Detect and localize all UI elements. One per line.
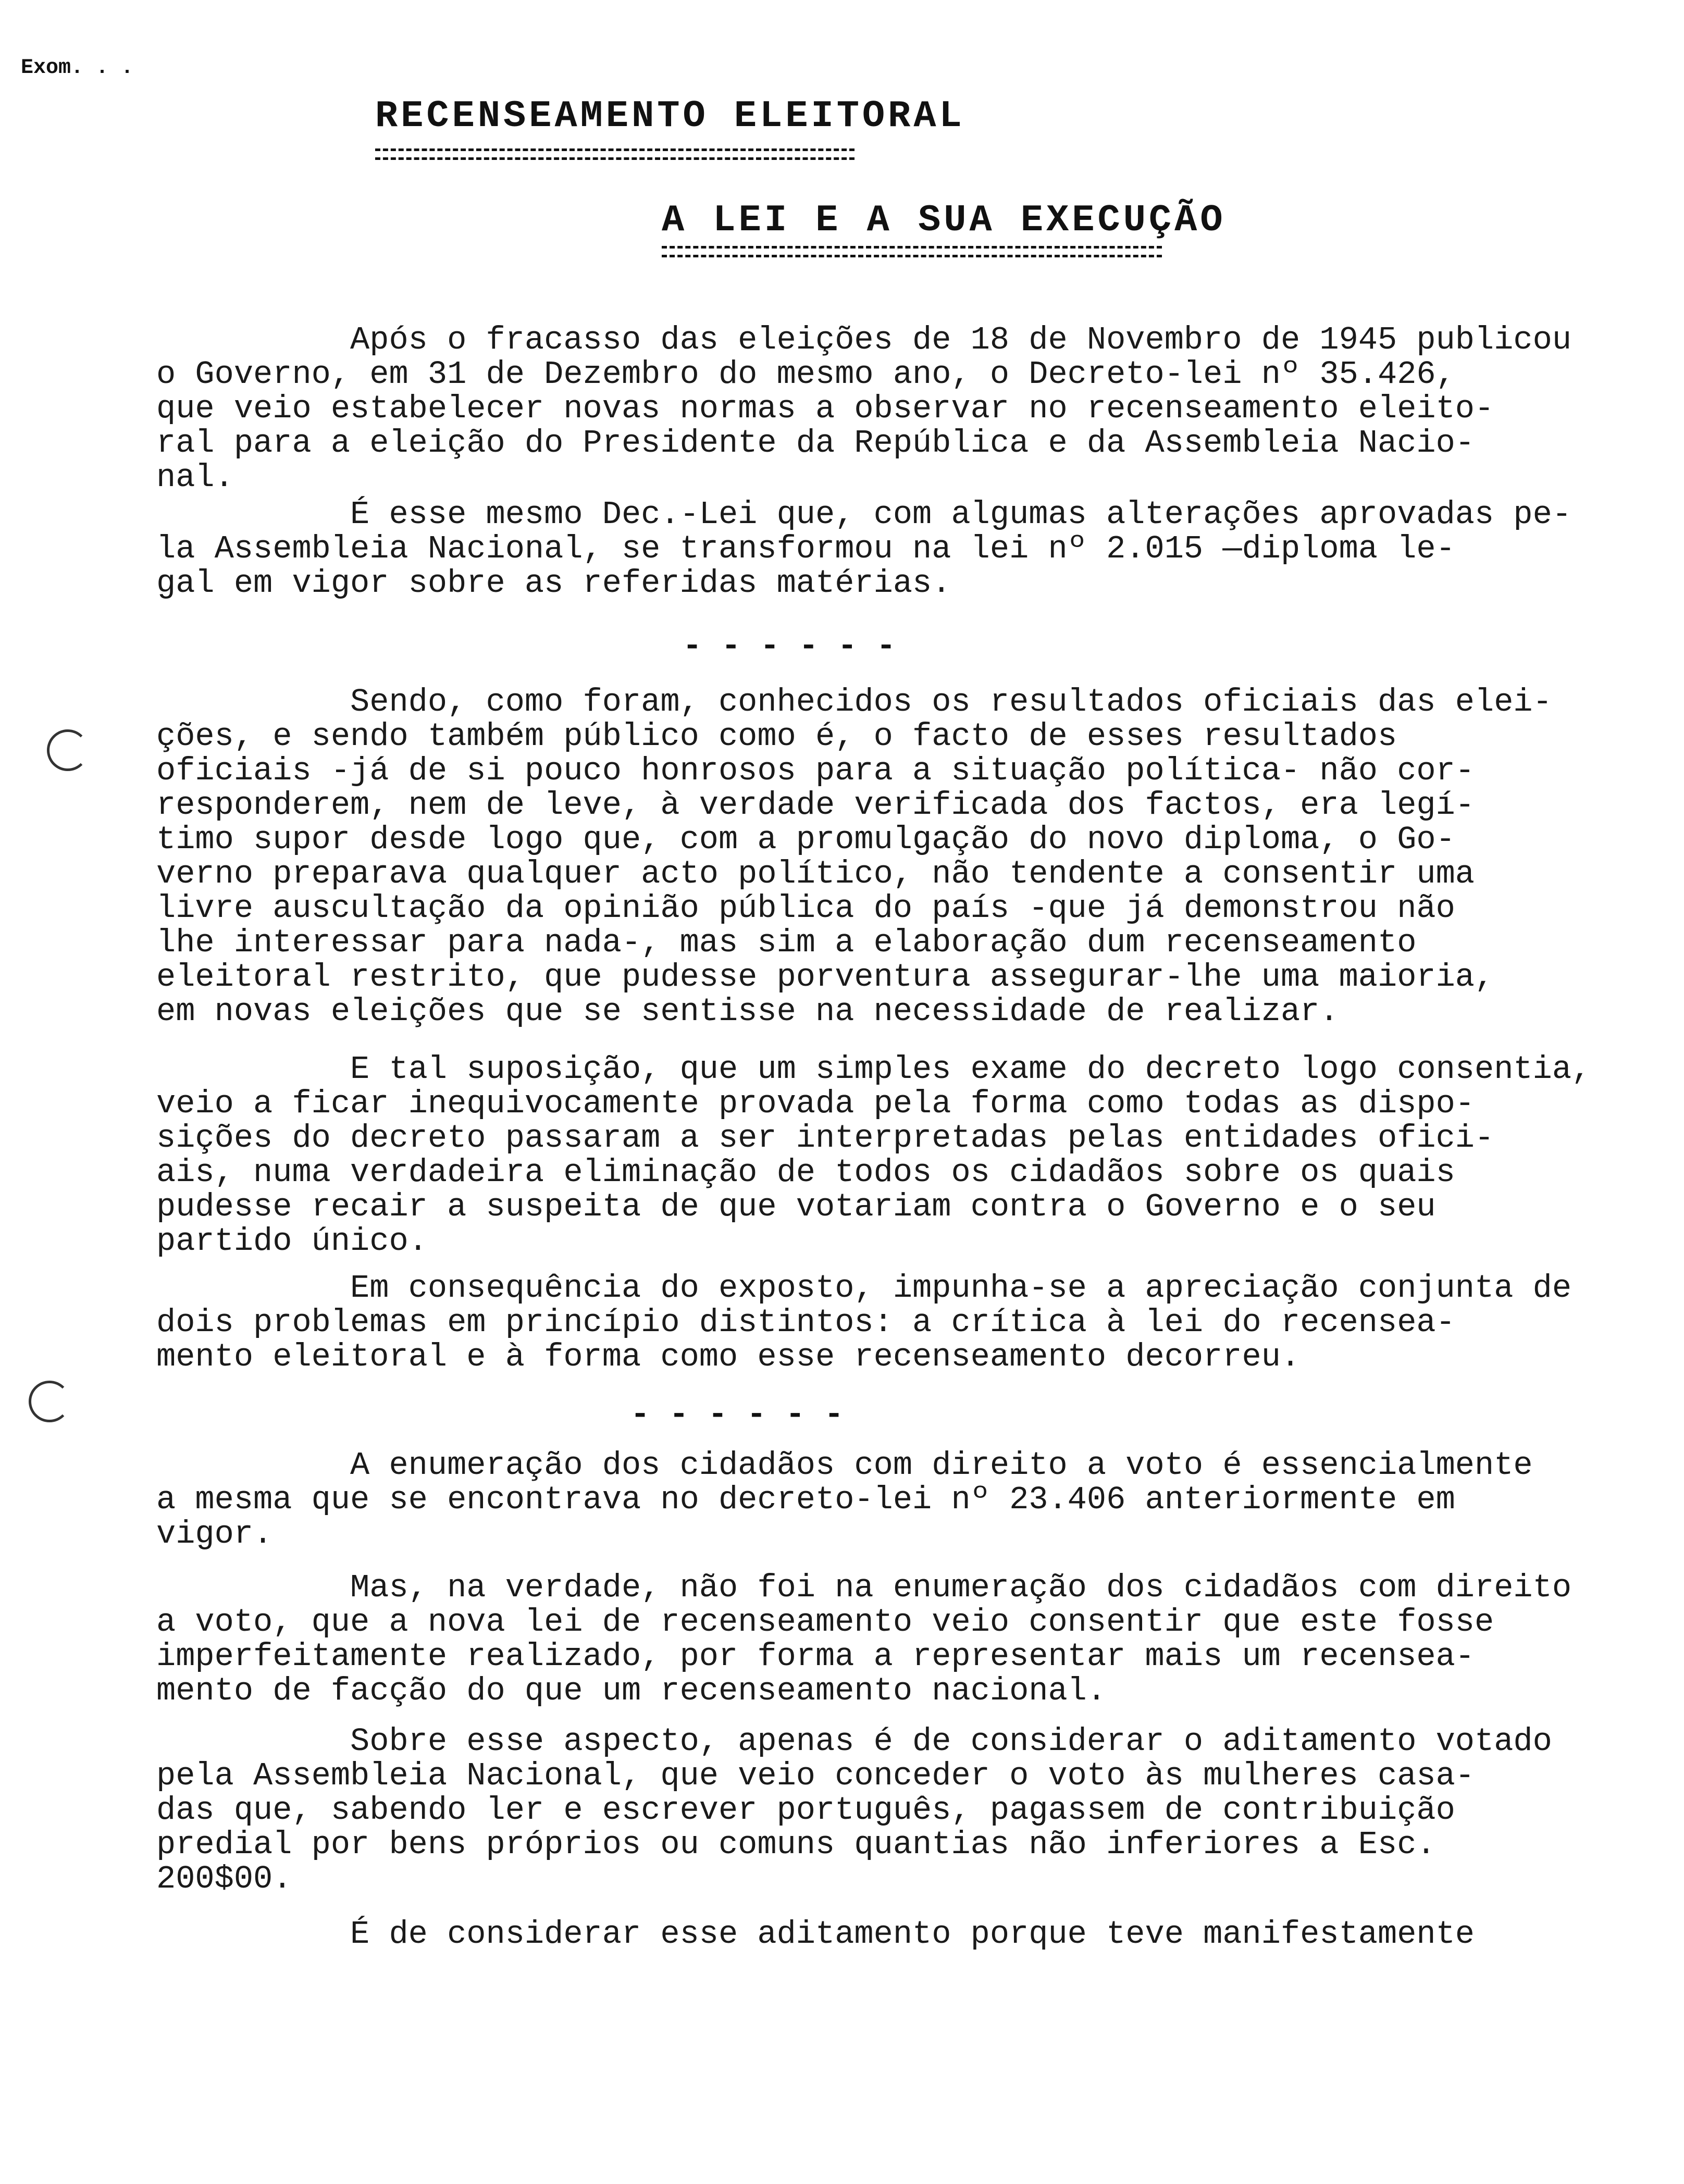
text-line: Mas, na verdade, não foi na enumeração dos cidadãos com direito (156, 1569, 1572, 1606)
text-line: partido único. (156, 1223, 428, 1260)
text-line: Sobre esse aspecto, apenas é de considerar o aditamento votado (156, 1723, 1552, 1760)
text-line: ral para a eleição do Presidente da República e da Assembleia Nacio- (156, 425, 1475, 462)
title-underline (375, 148, 855, 160)
text-line: mento eleitoral e à forma como esse recenseamento decorreu. (156, 1338, 1301, 1375)
text-line: ções, e sendo também público como é, o facto de esses resultados (156, 718, 1397, 755)
text-line: o Governo, em 31 de Dezembro do mesmo ano, o Decreto-lei nº 35.426, (156, 356, 1455, 393)
text-line: pela Assembleia Nacional, que veio conceder o voto às mulheres casa- (156, 1757, 1475, 1794)
text-line: livre auscultação da opinião pública do país -que já demonstrou não (156, 890, 1455, 927)
subtitle-underline (662, 246, 1162, 257)
text-line: timo supor desde logo que, com a promulgação do novo diploma, o Go- (156, 821, 1455, 858)
punch-hole-mark (29, 1381, 70, 1422)
text-line: É esse mesmo Dec.-Lei que, com algumas alterações aprovadas pe- (156, 496, 1572, 533)
text-line: responderem, nem de leve, à verdade verificada dos factos, era legí- (156, 787, 1475, 824)
text-line: a mesma que se encontrava no decreto-lei nº 23.406 anteriormente em (156, 1481, 1455, 1518)
text-line: E tal suposição, que um simples exame do decreto logo consentia, (156, 1051, 1591, 1088)
text-line: pudesse recair a suspeita de que votariam contra o Governo e o seu (156, 1188, 1436, 1225)
text-line: verno preparava qualquer acto político, não tendente a consentir uma (156, 855, 1475, 892)
text-line: mento de facção do que um recenseamento nacional. (156, 1672, 1107, 1709)
section-separator: - - - - - - (683, 628, 896, 665)
corner-mark: Exom. . . (21, 56, 134, 80)
paragraph-9 (156, 1917, 1574, 1952)
text-line: É de considerar esse aditamento porque teve manifestamente (156, 1916, 1475, 1953)
text-line: predial por bens próprios ou comuns quantias não inferiores a Esc. (156, 1826, 1436, 1863)
paragraph-6 (156, 1448, 1574, 1552)
text-line: lhe interessar para nada-, mas sim a elaboração dum recenseamento (156, 924, 1417, 961)
text-line: dois problemas em princípio distintos: a crítica à lei do recensea- (156, 1304, 1455, 1341)
punch-hole-mark (47, 729, 89, 771)
paragraph-1 (156, 323, 1574, 495)
text-line: das que, sabendo ler e escrever português, pagassem de contribuição (156, 1792, 1455, 1829)
text-line: nal. (156, 459, 234, 496)
paragraph-2 (156, 498, 1574, 601)
paragraph-4 (156, 1051, 1591, 1260)
document-subtitle: A LEI E A SUA EXECUÇÃO (662, 199, 1226, 242)
paragraph-5 (156, 1271, 1574, 1374)
text-line: 200$00. (156, 1860, 292, 1897)
paragraph-3 (156, 685, 1574, 1029)
text-line: a voto, que a nova lei de recenseamento veio consentir que este fosse (156, 1604, 1494, 1641)
text-line: eleitoral restrito, que pudesse porventura assegurar-lhe uma maioria, (156, 959, 1494, 996)
text-line: Sendo, como foram, conhecidos os resultados oficiais das elei- (156, 684, 1552, 721)
paragraph-7 (156, 1571, 1574, 1708)
text-line: que veio estabelecer novas normas a observar no recenseamento eleito- (156, 390, 1494, 427)
text-line: Após o fracasso das eleições de 18 de Novembro de 1945 publicou (156, 321, 1572, 358)
text-line: veio a ficar inequivocamente provada pela forma como todas as dispo- (156, 1085, 1475, 1122)
document-title: RECENSEAMENTO ELEITORAL (375, 95, 965, 138)
text-line: la Assembleia Nacional, se transformou na lei nº 2.015 —diploma le- (156, 530, 1455, 567)
text-line: A enumeração dos cidadãos com direito a voto é essencialmente (156, 1447, 1533, 1484)
text-line: oficiais -já de si pouco honrosos para a situação política- não cor- (156, 752, 1475, 789)
text-line: sições do decreto passaram a ser interpretadas pelas entidades ofici- (156, 1120, 1494, 1157)
text-line: gal em vigor sobre as referidas matérias. (156, 565, 951, 602)
text-line: vigor. (156, 1516, 273, 1553)
paragraph-8 (156, 1724, 1574, 1896)
text-line: Em consequência do exposto, impunha-se a apreciação conjunta de (156, 1270, 1572, 1307)
text-line: ais, numa verdadeira eliminação de todos os cidadãos sobre os quais (156, 1154, 1455, 1191)
section-separator: - - - - - - (630, 1396, 844, 1433)
text-line: imperfeitamente realizado, por forma a representar mais um recensea- (156, 1638, 1475, 1675)
text-line: em novas eleições que se sentisse na necessidade de realizar. (156, 993, 1339, 1030)
